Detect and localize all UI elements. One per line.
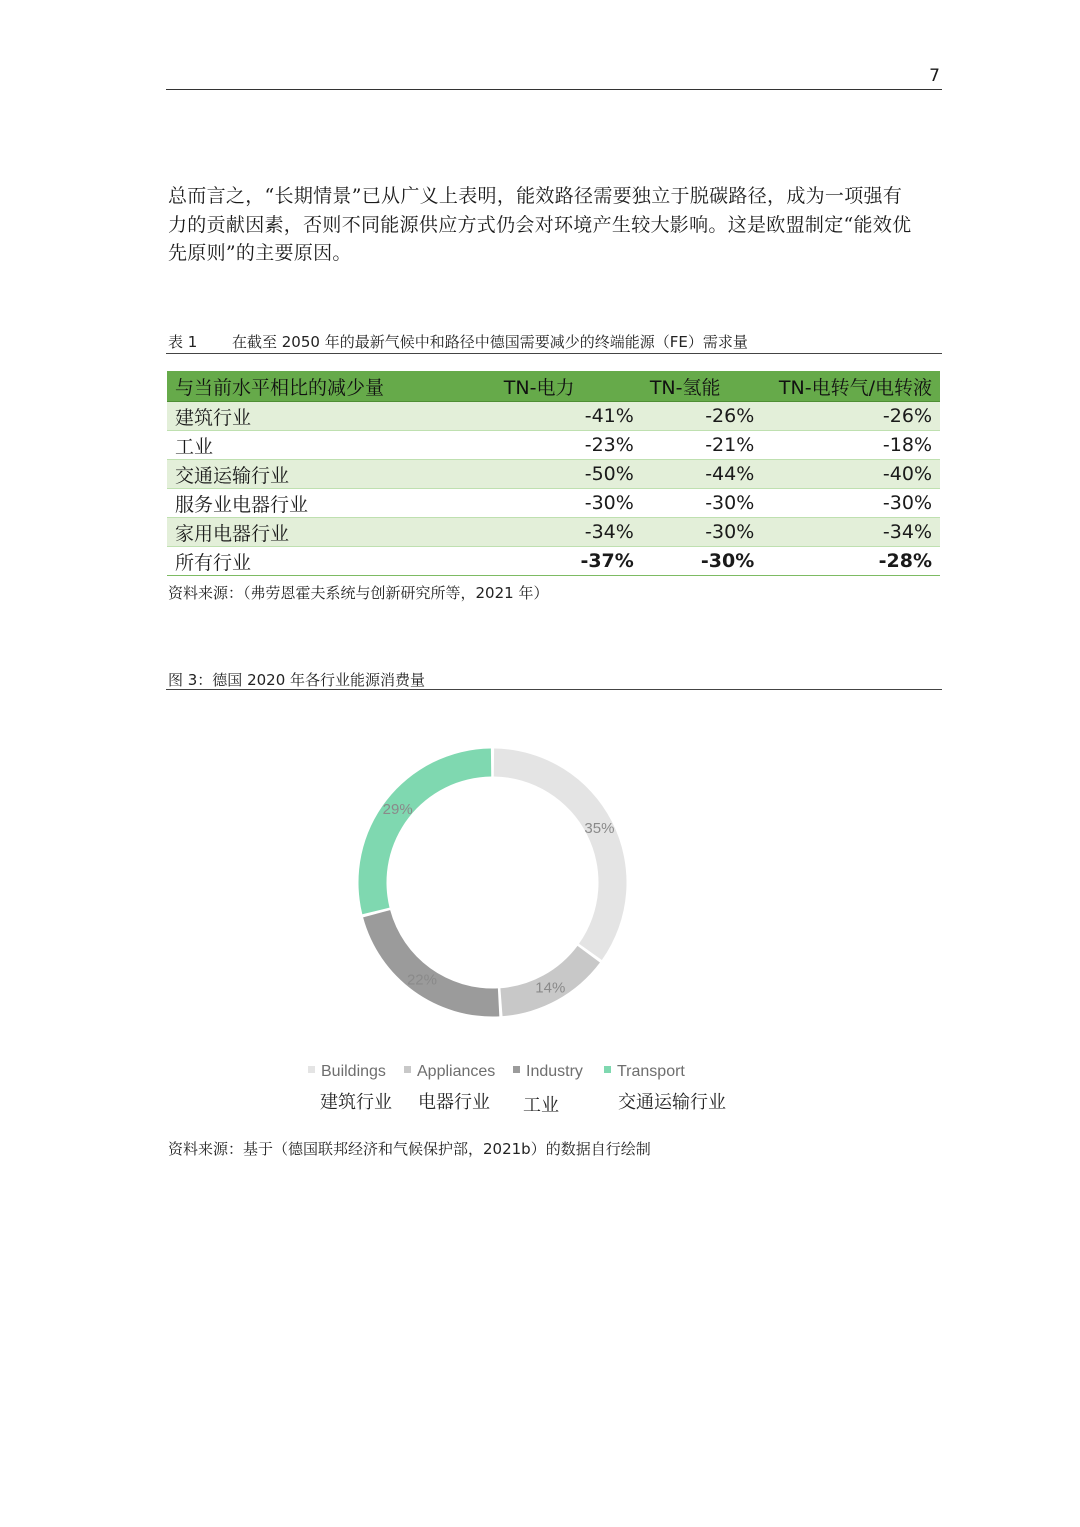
cell-value: -26% <box>642 402 762 431</box>
table-source: 资料来源：（弗劳恩霍夫系统与创新研究所等，2021 年） <box>168 584 549 602</box>
donut-chart <box>355 745 630 1020</box>
legend-label-zh: 建筑行业 <box>320 1092 392 1113</box>
column-header: TN-电力 <box>496 371 642 402</box>
slice-value-label: 35% <box>584 820 615 838</box>
slice-value-label: 22% <box>406 971 437 989</box>
column-header: 与当前水平相比的减少量 <box>167 371 496 402</box>
cell-value: -26% <box>762 402 940 431</box>
slice-value-label: 29% <box>382 800 413 818</box>
reduction-table <box>167 371 940 576</box>
row-category: 所有行业 <box>167 547 496 576</box>
legend-label-zh: 工业 <box>523 1095 559 1116</box>
column-header: TN-氢能 <box>642 371 762 402</box>
cell-value: -18% <box>762 431 940 460</box>
row-category: 服务业电器行业 <box>167 489 496 518</box>
legend-swatch <box>513 1066 520 1073</box>
table-caption-text: 在截至 2050 年的最新气候中和路径中德国需要减少的终端能源（FE）需求量 <box>232 333 748 351</box>
column-header: TN-电转气/电转液 <box>762 371 940 402</box>
table-caption-rule <box>166 353 942 354</box>
header-rule <box>166 89 942 90</box>
cell-value: -28% <box>762 547 940 576</box>
legend-item-buildings <box>308 1063 386 1081</box>
cell-value: -23% <box>496 431 642 460</box>
donut-slice-transport <box>359 749 492 915</box>
figure-source: 资料来源：基于（德国联邦经济和气候保护部，2021b）的数据自行绘制 <box>168 1140 651 1158</box>
legend-label: Buildings <box>321 1063 386 1080</box>
legend-label-zh: 电器行业 <box>418 1092 490 1113</box>
donut-slice-buildings <box>494 749 627 960</box>
row-category: 建筑行业 <box>167 402 496 431</box>
legend-item-appliances <box>404 1063 495 1081</box>
legend-label-zh: 交通运输行业 <box>618 1092 726 1113</box>
paragraph-line: 总而言之，“长期情景”已从广义上表明，能效路径需要独立于脱碳路径，成为一项强有 <box>168 185 903 207</box>
row-category: 交通运输行业 <box>167 460 496 489</box>
page-number: 7 <box>929 66 940 86</box>
table-row <box>167 518 940 547</box>
legend-swatch <box>604 1066 611 1073</box>
cell-value: -21% <box>642 431 762 460</box>
table-row <box>167 460 940 489</box>
legend-item-transport <box>604 1063 685 1081</box>
cell-value: -30% <box>762 489 940 518</box>
cell-value: -50% <box>496 460 642 489</box>
body-paragraph <box>168 182 942 268</box>
cell-value: -30% <box>642 547 762 576</box>
table-row <box>167 431 940 460</box>
table-row <box>167 402 940 431</box>
table-caption-label: 表 1 <box>168 333 198 351</box>
legend-label: Appliances <box>417 1063 496 1080</box>
figure-caption-rule <box>166 689 942 690</box>
paragraph-line: 先原则”的主要原因。 <box>168 242 352 264</box>
cell-value: -41% <box>496 402 642 431</box>
cell-value: -40% <box>762 460 940 489</box>
row-category: 家用电器行业 <box>167 518 496 547</box>
legend-item-industry <box>513 1063 583 1081</box>
legend-swatch <box>308 1066 315 1073</box>
figure-caption: 图 3：德国 2020 年各行业能源消费量 <box>168 671 426 689</box>
cell-value: -34% <box>496 518 642 547</box>
legend-swatch <box>404 1066 411 1073</box>
table-caption <box>168 331 748 352</box>
legend-label: Transport <box>617 1063 685 1080</box>
cell-value: -34% <box>762 518 940 547</box>
legend-label: Industry <box>526 1063 583 1080</box>
row-category: 工业 <box>167 431 496 460</box>
cell-value: -30% <box>642 518 762 547</box>
cell-value: -30% <box>642 489 762 518</box>
donut-slice-industry <box>363 910 499 1016</box>
paragraph-line: 力的贡献因素，否则不同能源供应方式仍会对环境产生较大影响。这是欧盟制定“能效优 <box>168 213 912 236</box>
table-row <box>167 489 940 518</box>
cell-value: -37% <box>496 547 642 576</box>
cell-value: -30% <box>496 489 642 518</box>
slice-value-label: 14% <box>535 979 566 997</box>
cell-value: -44% <box>642 460 762 489</box>
table-total-row <box>167 547 940 576</box>
table-header-row <box>167 371 940 402</box>
